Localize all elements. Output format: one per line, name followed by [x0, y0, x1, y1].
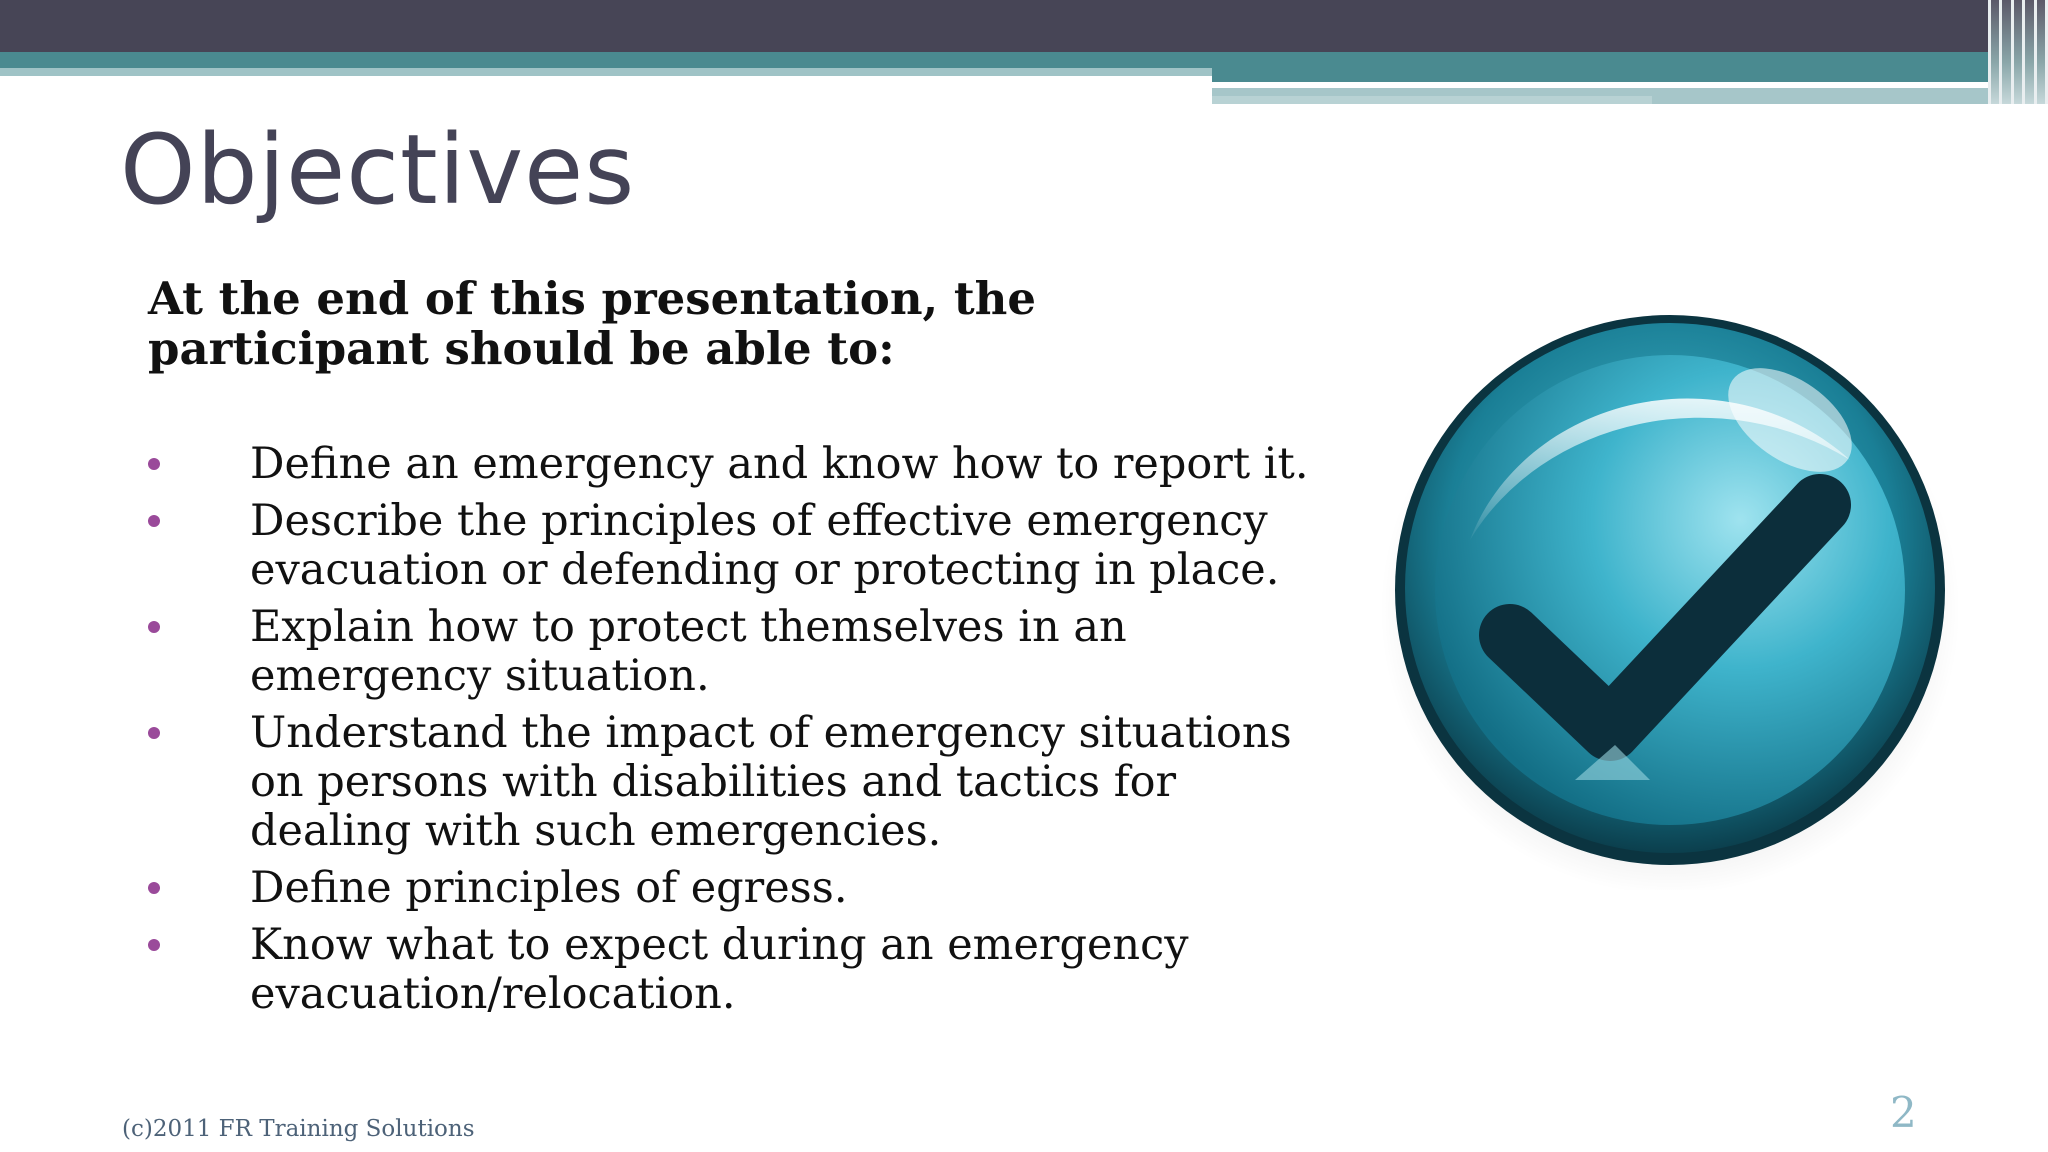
objective-item: [148, 440, 1328, 489]
objective-item: [148, 497, 1328, 595]
slide-title: Objectives: [120, 114, 636, 226]
header-light-stripe: [0, 68, 1212, 76]
checkmark-icon: [1370, 290, 1970, 890]
objective-text: Know what to expect during an emergency evacuation/relocation.: [250, 920, 1189, 1019]
header-vertical-bars: [1988, 0, 2048, 104]
bullet-dot-icon: [148, 458, 160, 470]
objective-text: Explain how to protect themselves in an emergency situation.: [250, 602, 1127, 701]
page-number: 2: [1890, 1088, 1917, 1137]
bullet-dot-icon: [148, 621, 160, 633]
objective-text: Describe the principles of effective emergency evacuation or defending or protecting in place.: [250, 496, 1280, 595]
header-teal-extension: [1212, 68, 2048, 82]
objectives-list: [148, 440, 1328, 1027]
objective-item: [148, 709, 1328, 856]
objective-text: Define an emergency and know how to report it.: [250, 439, 1309, 489]
header-white-stripe: [1212, 82, 1896, 88]
objective-text: Define principles of egress.: [250, 863, 848, 913]
objectives-intro: At the end of this presentation, the participant should be able to:: [148, 272, 1037, 375]
footer-copyright: (c)2011 FR Training Solutions: [122, 1116, 475, 1142]
header-dark-band: [0, 0, 2048, 52]
bullet-dot-icon: [148, 515, 160, 527]
header-teal-band: [0, 52, 2048, 68]
objective-item: [148, 921, 1328, 1019]
objective-item: [148, 864, 1328, 913]
bullet-dot-icon: [148, 939, 160, 951]
objective-item: [148, 603, 1328, 701]
bullet-dot-icon: [148, 727, 160, 739]
header-accent-stripe-short: [1212, 96, 1652, 104]
objective-text: Understand the impact of emergency situations on persons with disabilities and tactics for dealing with such emergencies.: [250, 708, 1292, 856]
bullet-dot-icon: [148, 882, 160, 894]
